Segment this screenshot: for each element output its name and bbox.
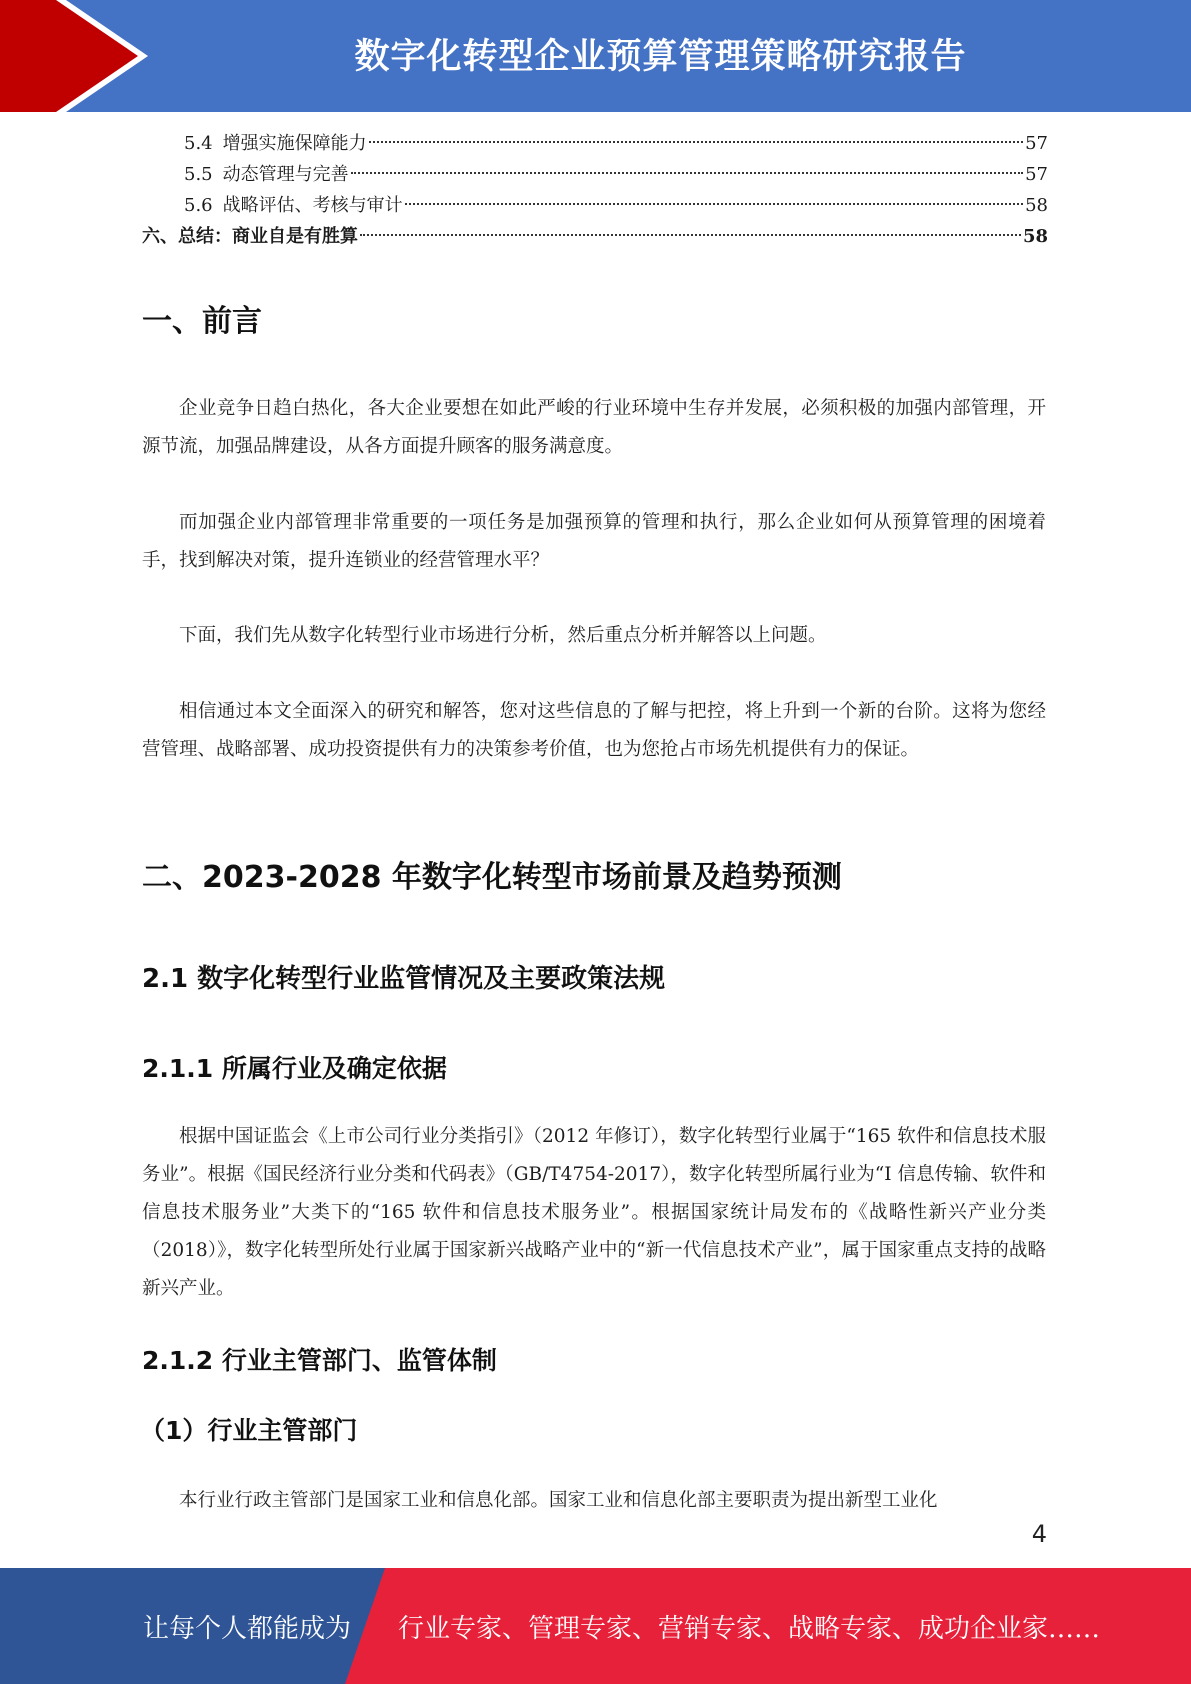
page-header-banner <box>0 0 1191 112</box>
subsection-heading-2-1-2: 2.1.2 行业主管部门、监管体制 <box>142 1346 497 1375</box>
competent-department-paragraph: 本行业行政主管部门是国家工业和信息化部。国家工业和信息化部主要职责为提出新型工业化 <box>179 1490 938 1511</box>
intro-paragraph: 相信通过本文全面深入的研究和解答，您对这些信息的了解与把控，将上升到一个新的台阶。这将为您经营管理、战略部署、成功投资提供有力的决策参考价值，也为您抢占市场先机提供有力的保证。 <box>142 701 1046 760</box>
toc-leader-dots <box>369 141 1023 143</box>
toc-item-page: 58 <box>1025 195 1048 216</box>
industry-classification-paragraph: 根据中国证监会《上市公司行业分类指引》（2012 年修订），数字化转型行业属于“165 软件和信息技术服务业”。根据《国民经济行业分类和代码表》（GB/T4754-2017），数字化转型所属行业为“I 信息传输、软件和信息技术服务业”大类下的“165 软件和信息技术服务业”。根据国家统计局发布的《战略性新兴产业分类（2018）》，数字化转型所处行业属于国家新兴战略产业中的“新一代信息技术产业”，属于国家重点支持的战略新兴产业。 <box>142 1126 1046 1299</box>
intro-paragraph: 企业竞争日趋白热化，各大企业要想在如此严峻的行业环境中生存并发展，必须积极的加强内部管理，开源节流，加强品牌建设，从各方面提升顾客的服务满意度。 <box>142 398 1046 457</box>
page-number: 4 <box>1031 1520 1047 1548</box>
subsection-heading-competent-department: （1）行业主管部门 <box>140 1416 358 1445</box>
subsection-heading-2-1: 2.1 数字化转型行业监管情况及主要政策法规 <box>142 964 666 994</box>
section-heading-forecast: 二、2023-2028 年数字化转型市场前景及趋势预测 <box>142 860 842 895</box>
toc-item-page: 57 <box>1025 164 1048 185</box>
intro-paragraph: 而加强企业内部管理非常重要的一项任务是加强预算的管理和执行，那么企业如何从预算管理的困境着手，找到解决对策，提升连锁业的经营管理水平？ <box>142 512 1046 571</box>
toc-item-number: 5.5 <box>184 164 213 185</box>
section-heading-intro: 一、前言 <box>142 304 262 339</box>
toc-leader-dots <box>405 203 1023 205</box>
page-footer-banner <box>0 1568 1191 1684</box>
toc-item[interactable] <box>142 128 1048 159</box>
intro-paragraph: 下面，我们先从数字化转型行业市场进行分析，然后重点分析并解答以上问题。 <box>179 625 827 646</box>
toc-item-page: 58 <box>1022 226 1048 247</box>
footer-slogan-right: 行业专家、管理专家、营销专家、战略专家、成功企业家…… <box>398 1613 1101 1644</box>
toc-item-chapter[interactable] <box>142 221 1048 252</box>
table-of-contents <box>142 128 1048 252</box>
report-title: 数字化转型企业预算管理策略研究报告 <box>354 37 967 77</box>
toc-item[interactable] <box>142 159 1048 190</box>
toc-item-title: 六、总结：商业自是有胜算 <box>142 226 358 247</box>
toc-item-title: 增强实施保障能力 <box>222 133 367 154</box>
toc-item-number: 5.6 <box>184 195 213 216</box>
footer-slogan-left: 让每个人都能成为 <box>143 1613 352 1644</box>
toc-item-page: 57 <box>1025 133 1048 154</box>
toc-leader-dots <box>360 234 1021 236</box>
subsection-heading-2-1-1: 2.1.1 所属行业及确定依据 <box>142 1054 447 1083</box>
toc-item-title: 动态管理与完善 <box>222 164 349 185</box>
toc-item[interactable] <box>142 190 1048 221</box>
header-arrow-decoration <box>0 0 170 112</box>
toc-item-title: 战略评估、考核与审计 <box>222 195 403 216</box>
toc-item-number: 5.4 <box>184 133 213 154</box>
toc-leader-dots <box>351 172 1023 174</box>
